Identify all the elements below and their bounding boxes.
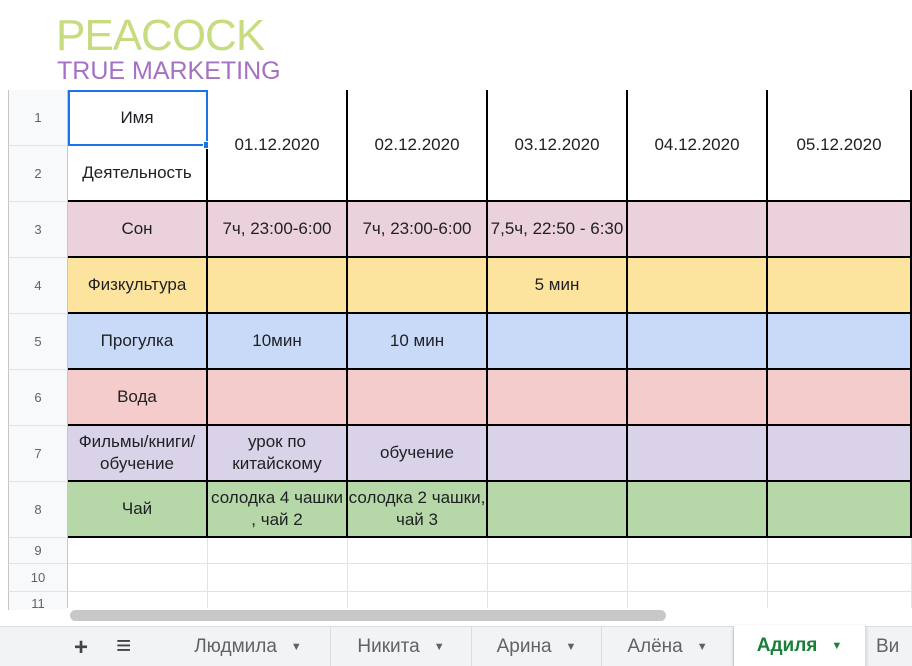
row-header-8[interactable]: 8 (8, 482, 68, 538)
data-cell[interactable] (488, 370, 628, 426)
sheet-tab-label: Никита (357, 636, 420, 657)
activity-label[interactable]: Чай (68, 482, 208, 538)
empty-cell[interactable] (628, 538, 768, 564)
row-header-1[interactable]: 1 (8, 90, 68, 146)
chevron-down-icon[interactable]: ▼ (831, 640, 843, 652)
date-header-3[interactable]: 03.12.2020 (488, 90, 628, 202)
data-cell[interactable] (628, 370, 768, 426)
empty-cell[interactable] (768, 538, 912, 564)
data-cell[interactable] (628, 202, 768, 258)
data-cell[interactable]: 7ч, 23:00-6:00 (348, 202, 488, 258)
cell-name-label[interactable]: Имя (68, 90, 208, 146)
sheet-tab-label: Адиля (756, 635, 818, 656)
empty-cell[interactable] (68, 564, 208, 592)
row-header-3[interactable]: 3 (8, 202, 68, 258)
data-cell[interactable]: солодка 4 чашки , чай 2 (208, 482, 348, 538)
empty-cell[interactable] (208, 564, 348, 592)
empty-cell[interactable] (208, 538, 348, 564)
activity-label[interactable]: Вода (68, 370, 208, 426)
data-cell[interactable] (768, 258, 912, 314)
row-header-9[interactable]: 9 (8, 538, 68, 564)
spreadsheet-grid (8, 90, 912, 610)
date-header-5[interactable]: 05.12.2020 (768, 90, 912, 202)
data-cell[interactable] (488, 482, 628, 538)
data-cell[interactable]: обучение (348, 426, 488, 482)
row-header-10[interactable]: 10 (8, 564, 68, 592)
chevron-down-icon[interactable]: ▼ (290, 641, 302, 653)
data-cell[interactable]: урок по китайскому (208, 426, 348, 482)
data-cell[interactable] (768, 370, 912, 426)
chevron-down-icon[interactable]: ▼ (696, 641, 708, 653)
data-cell[interactable]: 10 мин (348, 314, 488, 370)
empty-cell[interactable] (68, 538, 208, 564)
data-cell[interactable] (208, 258, 348, 314)
chevron-down-icon[interactable]: ▼ (433, 641, 445, 653)
data-cell[interactable] (768, 202, 912, 258)
data-cell[interactable] (628, 426, 768, 482)
data-cell[interactable] (768, 426, 912, 482)
empty-cell[interactable] (348, 564, 488, 592)
activity-label[interactable]: Прогулка (68, 314, 208, 370)
sheet-tab[interactable] (472, 627, 602, 666)
empty-cell[interactable] (768, 564, 912, 592)
chevron-down-icon[interactable]: ▼ (565, 641, 577, 653)
sheet-tab[interactable] (331, 627, 472, 666)
sheet-tab-label: Арина (496, 636, 552, 657)
all-sheets-menu-icon[interactable]: ≡ (116, 630, 132, 660)
empty-cell[interactable] (488, 538, 628, 564)
activity-label[interactable]: Фильмы/книги/ обучение (68, 426, 208, 482)
sheet-tab-label: Алёна (627, 636, 683, 657)
data-cell[interactable] (628, 314, 768, 370)
empty-cell[interactable] (628, 564, 768, 592)
data-cell[interactable] (208, 370, 348, 426)
data-cell[interactable] (348, 370, 488, 426)
data-cell[interactable]: 10мин (208, 314, 348, 370)
data-cell[interactable]: солодка 2 чашки, чай 3 (348, 482, 488, 538)
sheet-tab-label: Людмила (194, 636, 277, 657)
data-cell[interactable] (488, 426, 628, 482)
data-cell[interactable]: 5 мин (488, 258, 628, 314)
logo-line-2: TRUE MARKETING (57, 57, 281, 85)
data-cell[interactable] (348, 258, 488, 314)
activity-label[interactable]: Физкультура (68, 258, 208, 314)
empty-cell[interactable] (488, 564, 628, 592)
date-header-2[interactable]: 02.12.2020 (348, 90, 488, 202)
row-header-7[interactable]: 7 (8, 426, 68, 482)
sheet-tab[interactable] (734, 625, 866, 666)
data-cell[interactable]: 7,5ч, 22:50 - 6:30 (488, 202, 628, 258)
row-header-6[interactable]: 6 (8, 370, 68, 426)
cell-activity-label[interactable]: Деятельность (68, 146, 208, 202)
row-header-2[interactable]: 2 (8, 146, 68, 202)
activity-label[interactable]: Сон (68, 202, 208, 258)
logo-line-1: PEACOCK (56, 11, 265, 60)
row-header-5[interactable]: 5 (8, 314, 68, 370)
data-cell[interactable] (628, 482, 768, 538)
data-cell[interactable] (488, 314, 628, 370)
date-header-1[interactable]: 01.12.2020 (208, 90, 348, 202)
row-header-11[interactable]: 11 (8, 592, 68, 610)
empty-cell[interactable] (348, 538, 488, 564)
data-cell[interactable] (768, 314, 912, 370)
date-header-4[interactable]: 04.12.2020 (628, 90, 768, 202)
sheet-tab[interactable] (166, 627, 331, 666)
sheet-tab-label: Ви (876, 636, 900, 657)
sheet-tab[interactable] (602, 627, 734, 666)
logo (56, 11, 281, 85)
data-cell[interactable]: 7ч, 23:00-6:00 (208, 202, 348, 258)
sheet-tabs-bar (0, 626, 912, 666)
horizontal-scrollbar-thumb[interactable] (70, 610, 666, 621)
add-sheet-icon[interactable]: + (74, 634, 89, 661)
row-header-4[interactable]: 4 (8, 258, 68, 314)
data-cell[interactable] (768, 482, 912, 538)
data-cell[interactable] (628, 258, 768, 314)
sheet-tab[interactable] (866, 627, 912, 666)
